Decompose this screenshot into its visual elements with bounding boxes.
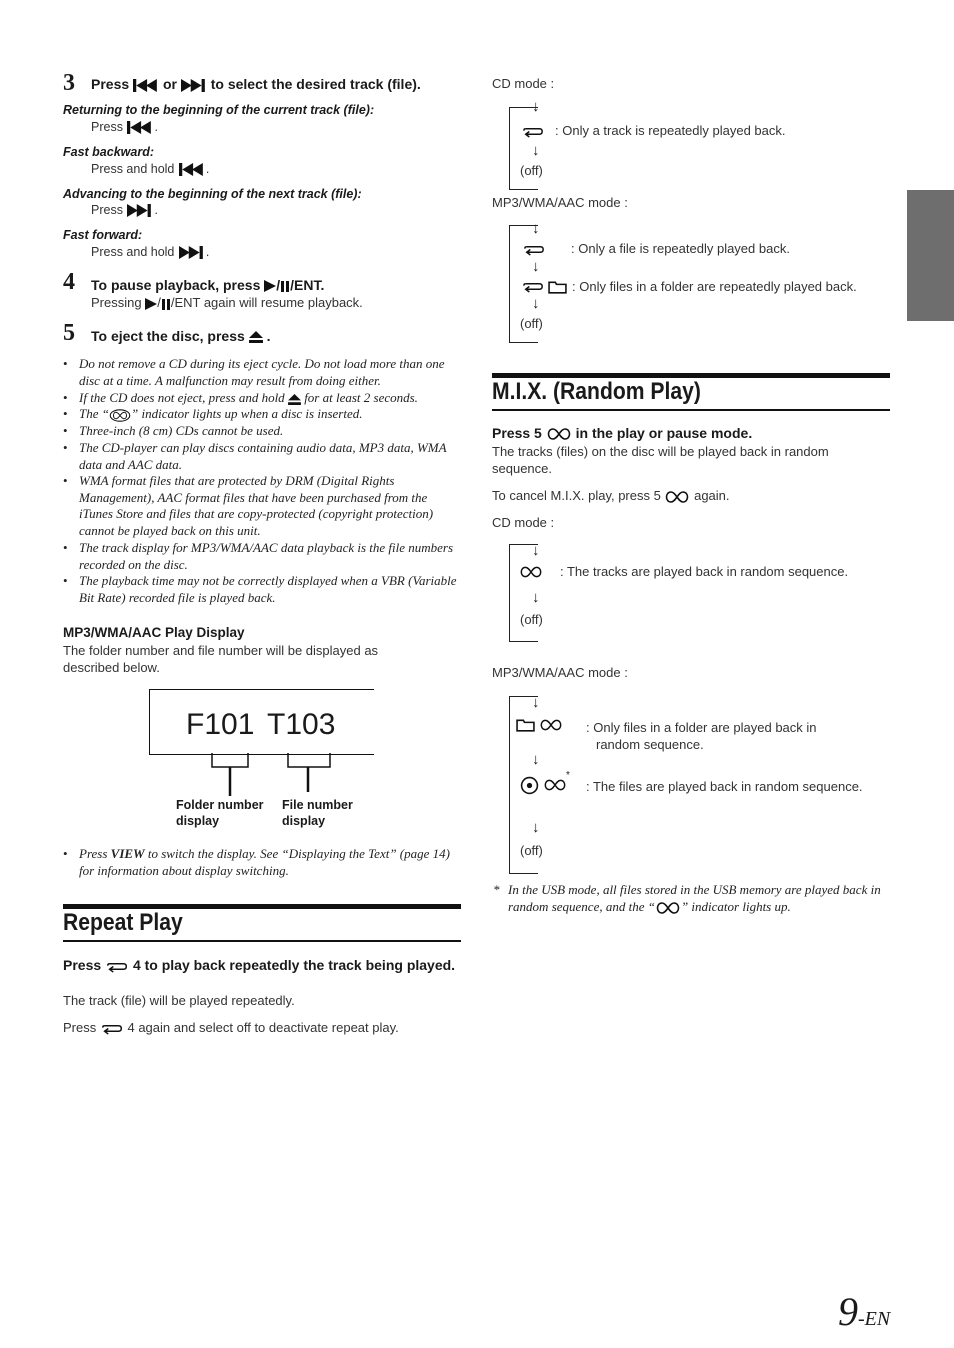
fast-backward-heading: Fast backward:: [63, 145, 155, 159]
mix-mp3-folder-desc: : Only files in a folder are played back in random sequence.: [586, 720, 817, 752]
display-bracket-diagram: [200, 740, 350, 800]
next-track-heading: Advancing to the beginning of the next track (file):: [63, 187, 362, 201]
footnote-asterisk: *: [493, 882, 500, 897]
previous-track-icon: [133, 79, 159, 92]
flow-arrow: ↓: [532, 258, 540, 275]
mix-title: M.I.X. (Random Play): [492, 378, 701, 405]
note-item: • The playback time may not be correctly displayed when a VBR (Variable Bit Rate) recorded file is played back.: [63, 573, 457, 605]
repeat-lead: Press 4 to play back repeatedly the track being played.: [63, 957, 456, 973]
repeat-deactivate: Press 4 again and select off to deactivate repeat play.: [63, 1020, 399, 1035]
mix-icon: [664, 490, 690, 504]
flow-arrow: ↓: [532, 694, 540, 711]
view-note: • Press VIEW to switch the display. See “Displaying the Text” (page 14) for information about display switching.: [63, 846, 450, 878]
fast-forward-text: Press and hold .: [91, 245, 210, 259]
step-3-number: 3: [63, 70, 75, 96]
play-icon: [145, 298, 157, 310]
note-item: • Do not remove a CD during its eject cycle. Do not load more than one disc at a time. A malfunction may result from doing either.: [63, 356, 445, 388]
lcd-folder-number: F101: [186, 708, 255, 741]
flow-arrow: ↓: [532, 220, 540, 237]
repeat-icon: [100, 1022, 124, 1035]
file-number-label: File number display: [282, 798, 353, 828]
step-4-body: Pressing / /ENT again will resume playback.: [91, 295, 363, 310]
previous-track-icon: [178, 163, 206, 176]
play-display-title: MP3/WMA/AAC Play Display: [63, 625, 245, 640]
mix-icon: [546, 427, 572, 441]
language-tab: [907, 190, 954, 321]
next-track-icon: [181, 79, 207, 92]
repeat-mp3-mode-label: MP3/WMA/AAC mode :: [492, 195, 628, 210]
step-4-number: 4: [63, 269, 75, 295]
flow-arrow: ↓: [532, 819, 540, 836]
eject-icon: [249, 331, 263, 343]
note-item: • The CD-player can play discs containing audio data, MP3 data, WMA data and AAC data.: [63, 440, 447, 472]
mix-lead: Press 5 in the play or pause mode.: [492, 425, 753, 441]
note-item: • WMA format files that are protected by DRM (Digital Rights Management), AAC format files that have been purchased from the iTunes Store and files that are copy-protected (copyright protection) cannot be played back on this unit.: [63, 473, 434, 539]
mix-cancel: To cancel M.I.X. play, press 5 again.: [492, 488, 730, 503]
repeat-cd-desc: : Only a track is repeatedly played back.: [555, 123, 786, 138]
mix-icon: [539, 718, 563, 732]
repeat-body: The track (file) will be played repeatedly.: [63, 993, 295, 1008]
mix-cd-desc: : The tracks are played back in random sequence.: [560, 564, 849, 579]
flow-arrow: ↓: [532, 98, 540, 115]
folder-icon: [548, 279, 567, 294]
next-track-icon: [126, 204, 154, 217]
repeat-cd-mode-label: CD mode :: [492, 76, 555, 91]
return-track-heading: Returning to the beginning of the current track (file):: [63, 103, 375, 117]
note-item: • Three-inch (8 cm) CDs cannot be used.: [63, 423, 284, 438]
step-3-heading: Press or to select the desired track (file).: [91, 76, 421, 92]
repeat-play-title: Repeat Play: [63, 909, 183, 936]
note-item: • The “ ” indicator lights up when a disc is inserted.: [63, 406, 363, 421]
mix-mp3-mode-label: MP3/WMA/AAC mode :: [492, 665, 628, 680]
repeat-cd-off: (off): [520, 163, 543, 178]
pause-icon: [280, 280, 290, 292]
step-4-heading: To pause playback, press / /ENT.: [91, 277, 325, 293]
return-track-text: Press .: [91, 120, 158, 134]
mix-cd-off: (off): [520, 612, 543, 627]
mix-icon: [655, 901, 681, 915]
flow-arrow: ↓: [532, 589, 540, 606]
mix-icon: [543, 778, 567, 792]
disc-icon: [520, 776, 539, 795]
note-item: • The track display for MP3/WMA/AAC data playback is the file numbers recorded on the disc.: [63, 540, 454, 572]
eject-icon: [288, 394, 301, 405]
mix-mp3-all-desc: : The files are played back in random sequence.: [586, 779, 863, 794]
repeat-mp3-off: (off): [520, 316, 543, 331]
repeat-icon: [522, 125, 544, 138]
mix-cd-mode-label: CD mode :: [492, 515, 555, 530]
flow-arrow: ↓: [532, 142, 540, 159]
page-number: 9-EN: [838, 1289, 891, 1334]
flow-arrow: ↓: [532, 542, 540, 559]
fast-forward-heading: Fast forward:: [63, 228, 143, 242]
fast-backward-text: Press and hold .: [91, 162, 210, 176]
lcd-file-number: T103: [267, 708, 336, 741]
all-mode-asterisk: *: [566, 770, 570, 781]
next-track-icon: [178, 246, 206, 259]
step-5-number: 5: [63, 320, 75, 346]
repeat-icon: [523, 243, 545, 256]
mix-body: The tracks (files) on the disc will be played back in random sequence.: [492, 444, 829, 476]
previous-track-icon: [126, 121, 154, 134]
repeat-icon: [522, 280, 544, 293]
play-icon: [264, 280, 276, 292]
next-track-text: Press .: [91, 203, 158, 217]
flow-arrow: ↓: [532, 751, 540, 768]
note-item: • If the CD does not eject, press and hold for at least 2 seconds.: [63, 390, 418, 405]
repeat-icon: [105, 960, 129, 973]
flow-arrow: ↓: [532, 295, 540, 312]
pause-icon: [161, 298, 171, 310]
repeat-mp3-file-desc: : Only a file is repeatedly played back.: [571, 241, 790, 256]
play-display-body: The folder number and file number will be displayed as described below.: [63, 643, 379, 675]
folder-icon: [516, 717, 535, 732]
section-rule-bottom: [63, 940, 461, 942]
repeat-mp3-folder-desc: : Only files in a folder are repeatedly played back.: [572, 279, 857, 294]
usb-footnote: In the USB mode, all files stored in the USB memory are played back in random sequence, and the “ ” indicator lights up.: [508, 882, 881, 914]
mix-mp3-off: (off): [520, 843, 543, 858]
step-5-heading: To eject the disc, press .: [91, 328, 271, 344]
mix-rule-bottom: [492, 409, 890, 411]
cd-indicator-icon: [109, 409, 131, 422]
folder-number-label: Folder number display: [176, 798, 264, 828]
mix-icon: [519, 565, 543, 579]
